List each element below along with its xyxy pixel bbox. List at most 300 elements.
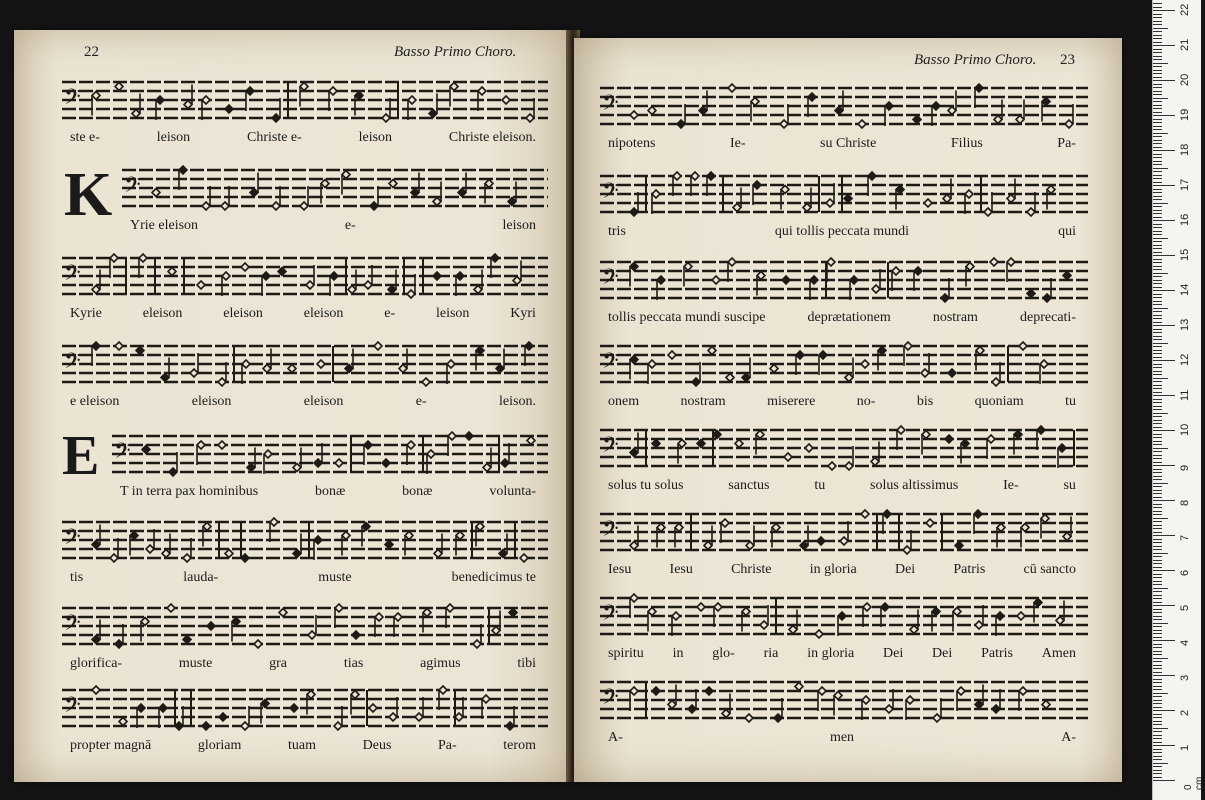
- note-icon: [92, 686, 100, 694]
- note-icon: [878, 347, 886, 371]
- note-icon: [509, 609, 517, 617]
- ruler-tick: [1153, 115, 1175, 116]
- ruler-tick: [1153, 451, 1162, 452]
- ruler-number: 16: [1179, 213, 1191, 226]
- ruler-tick: [1153, 777, 1162, 778]
- ruler-tick: [1153, 780, 1175, 781]
- note-icon: [433, 182, 441, 206]
- ruler-tick: [1153, 577, 1162, 578]
- ruler-tick: [1153, 147, 1162, 148]
- ruler-tick: [1153, 759, 1162, 760]
- clef-icon: 𝄢: [64, 693, 81, 722]
- lyric-word: solus tu solus: [608, 478, 684, 493]
- ruler-tick: [1153, 514, 1162, 515]
- note-icon: [476, 523, 484, 547]
- lyric-word: nostram: [680, 394, 726, 409]
- note-icon: [202, 722, 210, 730]
- note-icon: [713, 431, 721, 455]
- ruler-tick: [1153, 518, 1168, 519]
- ruler-tick: [1153, 525, 1162, 526]
- ruler-tick: [1153, 584, 1162, 585]
- note-icon: [896, 186, 904, 210]
- note-icon: [241, 554, 249, 562]
- note-icon: [342, 532, 350, 556]
- note-icon: [722, 694, 730, 718]
- note-icon: [943, 179, 951, 203]
- note-icon: [784, 453, 792, 461]
- staff-system: [600, 168, 1092, 218]
- ruler-number: 8: [1179, 499, 1191, 506]
- note-icon: [835, 91, 843, 115]
- music-staff: [600, 506, 1092, 556]
- note-icon: [225, 105, 233, 113]
- music-staff: [600, 254, 1092, 304]
- lyric-word: gloriam: [197, 738, 242, 753]
- note-icon: [648, 107, 656, 115]
- staff-system: [62, 338, 552, 388]
- note-icon: [953, 608, 961, 632]
- lyric-word: Ie-: [1003, 478, 1019, 493]
- ruler-tick: [1153, 119, 1162, 120]
- note-icon: [184, 85, 192, 109]
- lyric-line: [608, 136, 1076, 158]
- ruler-tick: [1153, 766, 1162, 767]
- ruler-tick: [1153, 738, 1162, 739]
- note-icon: [756, 431, 764, 455]
- ruler-tick: [1153, 507, 1162, 508]
- note-icon: [648, 608, 656, 632]
- note-icon: [450, 83, 458, 107]
- lyric-word: agimus: [420, 656, 461, 671]
- ruler-tick: [1153, 276, 1162, 277]
- ruler-tick: [1153, 770, 1162, 771]
- ruler-tick: [1153, 633, 1162, 634]
- ruler-tick: [1153, 448, 1168, 449]
- ruler-tick: [1153, 504, 1162, 505]
- ruler-tick: [1153, 500, 1175, 501]
- note-icon: [219, 713, 227, 721]
- ruler-tick: [1153, 773, 1162, 774]
- ruler-tick: [1153, 206, 1162, 207]
- note-icon: [1016, 100, 1024, 124]
- ruler-tick: [1153, 528, 1162, 529]
- ruler-tick: [1153, 273, 1168, 274]
- ruler-tick: [1153, 315, 1162, 316]
- note-icon: [162, 534, 170, 558]
- note-icon: [684, 263, 692, 287]
- ruler-number: 15: [1179, 248, 1191, 261]
- note-icon: [746, 526, 754, 550]
- clef-icon: 𝄢: [602, 91, 619, 120]
- note-icon: [1007, 179, 1015, 203]
- note-icon: [307, 691, 315, 715]
- staff-system: [600, 422, 1092, 472]
- lyric-word: in gloria: [809, 562, 857, 577]
- ruler-tick: [1153, 353, 1162, 354]
- ruler-tick: [1153, 357, 1162, 358]
- note-icon: [130, 532, 138, 556]
- ruler-unit-label: 0 cm: [1183, 776, 1205, 790]
- ruler-tick: [1153, 472, 1162, 473]
- note-icon: [1056, 601, 1064, 625]
- ruler-tick: [1153, 532, 1162, 533]
- lyric-word: tu: [814, 478, 826, 493]
- note-icon: [250, 173, 258, 197]
- ruler-tick: [1153, 423, 1162, 424]
- note-icon: [161, 358, 169, 382]
- note-icon: [92, 620, 100, 644]
- ruler-tick: [1153, 245, 1162, 246]
- note-icon: [728, 84, 736, 92]
- ruler-tick: [1153, 49, 1162, 50]
- note-icon: [770, 365, 778, 373]
- note-icon: [742, 608, 750, 632]
- note-icon: [990, 258, 998, 266]
- note-icon: [241, 263, 249, 271]
- note-icon: [834, 692, 842, 716]
- note-icon: [411, 173, 419, 197]
- ruler-tick: [1153, 728, 1168, 729]
- music-staff: [62, 250, 552, 300]
- ruler-tick: [1153, 192, 1162, 193]
- note-icon: [803, 188, 811, 212]
- staff-system: [62, 428, 552, 478]
- note-icon: [429, 94, 437, 118]
- ruler-tick: [1153, 623, 1168, 624]
- note-icon: [1063, 517, 1071, 541]
- clef-icon: 𝄢: [602, 685, 619, 714]
- note-icon: [342, 171, 350, 195]
- lyric-word: deprætationem: [807, 310, 891, 325]
- ruler-tick: [1153, 441, 1162, 442]
- music-staff: [62, 600, 552, 650]
- ruler-tick: [1153, 210, 1162, 211]
- note-icon: [975, 685, 983, 709]
- ruler-tick: [1153, 262, 1162, 263]
- lyric-word: onem: [608, 394, 640, 409]
- ruler-tick: [1153, 10, 1175, 11]
- ruler-tick: [1153, 168, 1168, 169]
- note-icon: [697, 603, 705, 611]
- left-page: [14, 30, 572, 782]
- note-icon: [119, 718, 127, 726]
- staff-system: [600, 80, 1092, 130]
- note-icon: [828, 462, 836, 470]
- ruler-tick: [1153, 668, 1162, 669]
- note-icon: [458, 173, 466, 197]
- ruler-tick: [1153, 182, 1162, 183]
- ruler-tick: [1153, 224, 1162, 225]
- note-icon: [1041, 515, 1049, 539]
- ruler-tick: [1153, 101, 1162, 102]
- lyric-word: bis: [916, 394, 934, 409]
- lyric-word: Dei: [883, 646, 904, 661]
- ruler-tick: [1153, 640, 1175, 641]
- note-icon: [422, 378, 430, 386]
- note-icon: [668, 351, 676, 359]
- ruler-tick: [1153, 185, 1175, 186]
- ruler-tick: [1153, 563, 1162, 564]
- ruler-tick: [1153, 157, 1162, 158]
- ruler-tick: [1153, 630, 1162, 631]
- lyric-word: glo-: [712, 646, 735, 661]
- note-icon: [132, 94, 140, 118]
- lyric-word: Iesu: [669, 562, 693, 577]
- note-icon: [795, 683, 803, 691]
- ruler-tick: [1153, 350, 1162, 351]
- lyric-line: [608, 646, 1076, 668]
- lyric-line: [608, 310, 1076, 332]
- note-icon: [496, 349, 504, 373]
- lyric-word: nipotens: [608, 136, 656, 151]
- lyric-word: eleison: [303, 306, 344, 321]
- ruler-tick: [1153, 59, 1162, 60]
- note-icon: [348, 270, 356, 294]
- ruler-tick: [1153, 535, 1175, 536]
- ruler-tick: [1153, 154, 1162, 155]
- clef-icon: 𝄢: [64, 261, 81, 290]
- ruler-tick: [1153, 280, 1162, 281]
- note-icon: [861, 510, 869, 518]
- staff-system: [600, 338, 1092, 388]
- ruler-tick: [1153, 346, 1162, 347]
- ruler-tick: [1153, 308, 1168, 309]
- ruler-tick: [1153, 94, 1162, 95]
- music-staff: [600, 674, 1092, 724]
- note-icon: [926, 519, 934, 527]
- ruler-tick: [1153, 556, 1162, 557]
- ruler-tick: [1153, 367, 1162, 368]
- ruler-tick: [1153, 651, 1162, 652]
- note-icon: [745, 714, 753, 722]
- ruler-tick: [1153, 252, 1162, 253]
- ruler-tick: [1153, 644, 1162, 645]
- ruler-tick: [1153, 259, 1162, 260]
- ruler-tick: [1153, 427, 1162, 428]
- note-icon: [704, 526, 712, 550]
- lyric-word: tu: [1065, 394, 1076, 409]
- ruler-number: 18: [1179, 143, 1191, 156]
- note-icon: [789, 610, 797, 634]
- measuring-ruler: [1152, 0, 1205, 800]
- note-icon: [141, 618, 149, 642]
- ruler-tick: [1153, 700, 1162, 701]
- note-icon: [630, 263, 638, 287]
- ruler-tick: [1153, 714, 1162, 715]
- ruler-tick: [1153, 724, 1162, 725]
- staff-system: [62, 514, 552, 564]
- ruler-tick: [1153, 255, 1175, 256]
- ruler-tick: [1153, 129, 1162, 130]
- note-icon: [352, 631, 360, 639]
- note-icon: [355, 92, 363, 116]
- ruler-tick: [1153, 241, 1162, 242]
- ruler-tick: [1153, 602, 1162, 603]
- note-icon: [279, 609, 287, 617]
- lyric-word: Ie-: [729, 136, 746, 151]
- note-icon: [405, 532, 413, 556]
- ruler-tick: [1153, 66, 1162, 67]
- ruler-tick: [1153, 661, 1162, 662]
- note-icon: [513, 261, 521, 285]
- lyric-word: e-: [384, 306, 396, 321]
- ruler-tick: [1153, 679, 1162, 680]
- ruler-tick: [1153, 483, 1168, 484]
- clef-icon: 𝄢: [124, 173, 141, 202]
- ruler-tick: [1153, 420, 1162, 421]
- ruler-tick: [1153, 570, 1175, 571]
- ruler-tick: [1153, 227, 1162, 228]
- note-icon: [800, 526, 808, 550]
- ruler-tick: [1153, 126, 1162, 127]
- ruler-tick: [1153, 150, 1175, 151]
- note-icon: [1063, 272, 1071, 280]
- ruler-tick: [1153, 87, 1162, 88]
- lyric-word: su: [1063, 478, 1076, 493]
- ruler-number: 11: [1179, 389, 1191, 401]
- note-icon: [772, 524, 780, 548]
- ruler-tick: [1153, 682, 1162, 683]
- clef-icon: 𝄢: [602, 179, 619, 208]
- lyric-word: Patris: [981, 646, 1013, 661]
- note-icon: [1042, 98, 1050, 122]
- note-icon: [474, 270, 482, 294]
- music-staff: [62, 428, 552, 478]
- ruler-tick: [1153, 721, 1162, 722]
- music-staff: [62, 162, 552, 212]
- ruler-tick: [1153, 612, 1162, 613]
- ruler-tick: [1153, 574, 1162, 575]
- note-icon: [317, 360, 325, 368]
- lyric-line: [608, 478, 1076, 500]
- ruler-number: 22: [1179, 3, 1191, 16]
- note-icon: [293, 534, 301, 558]
- note-icon: [678, 440, 686, 464]
- note-icon: [845, 358, 853, 382]
- note-icon: [630, 526, 638, 550]
- ruler-tick: [1153, 91, 1162, 92]
- note-icon: [871, 442, 879, 466]
- ruler-tick: [1153, 658, 1168, 659]
- ruler-tick: [1153, 675, 1175, 676]
- note-icon: [476, 347, 484, 371]
- staff-system: [600, 506, 1092, 556]
- clef-icon: 𝄢: [64, 85, 81, 114]
- ruler-tick: [1153, 717, 1162, 718]
- ruler-tick: [1153, 343, 1168, 344]
- ruler-tick: [1153, 476, 1162, 477]
- note-icon: [668, 685, 676, 709]
- ruler-tick: [1153, 311, 1162, 312]
- note-icon: [697, 440, 705, 448]
- ruler-tick: [1153, 24, 1162, 25]
- lyric-word: tias: [343, 656, 364, 671]
- note-icon: [351, 691, 359, 715]
- note-icon: [910, 610, 918, 634]
- staff-system: [600, 254, 1092, 304]
- lyric-line: [70, 656, 536, 678]
- ruler-tick: [1153, 287, 1162, 288]
- ruler-tick: [1153, 399, 1162, 400]
- lyric-word: qui tollis peccata mundi: [774, 224, 910, 239]
- note-icon: [197, 281, 205, 289]
- lyric-word: lauda-: [183, 570, 219, 585]
- note-icon: [630, 111, 638, 119]
- ruler-tick: [1153, 392, 1162, 393]
- ruler-tick: [1153, 371, 1162, 372]
- ruler-tick: [1153, 28, 1168, 29]
- ruler-tick: [1153, 637, 1162, 638]
- note-icon: [288, 365, 296, 373]
- lyric-word: tris: [608, 224, 626, 239]
- ruler-tick: [1153, 14, 1162, 15]
- ruler-tick: [1153, 388, 1162, 389]
- ruler-number: 20: [1179, 73, 1191, 86]
- note-icon: [465, 432, 473, 440]
- ruler-tick: [1153, 171, 1162, 172]
- ruler-tick: [1153, 710, 1175, 711]
- lyric-word: Kyri: [510, 306, 536, 321]
- staff-system: [62, 74, 552, 124]
- lyric-word: tis: [70, 570, 84, 585]
- note-icon: [218, 441, 226, 449]
- note-icon: [183, 636, 191, 644]
- ruler-tick: [1153, 416, 1162, 417]
- note-icon: [630, 356, 638, 380]
- ruler-tick: [1153, 80, 1175, 81]
- lyric-line: [608, 224, 1076, 246]
- ruler-tick: [1153, 521, 1162, 522]
- note-icon: [382, 459, 390, 467]
- staff-system: [62, 162, 552, 212]
- note-icon: [735, 440, 743, 448]
- ruler-tick: [1153, 511, 1162, 512]
- lyric-word: volunta-: [489, 484, 536, 499]
- ruler-number: 2: [1179, 709, 1191, 716]
- note-icon: [699, 91, 707, 115]
- note-icon: [733, 188, 741, 212]
- note-icon: [483, 448, 491, 472]
- note-icon: [961, 440, 969, 464]
- lyric-word: gra: [269, 656, 288, 671]
- music-staff: [62, 74, 552, 124]
- note-icon: [976, 347, 984, 371]
- note-icon: [922, 431, 930, 455]
- note-icon: [300, 83, 308, 107]
- ruler-tick: [1153, 360, 1175, 361]
- note-icon: [652, 440, 660, 448]
- note-icon: [1047, 186, 1055, 210]
- ruler-tick: [1153, 196, 1162, 197]
- lyric-word: Pa-: [1057, 136, 1076, 151]
- ruler-tick: [1153, 38, 1162, 39]
- ruler-tick: [1153, 199, 1162, 200]
- note-icon: [657, 524, 665, 548]
- lyric-word: miserere: [767, 394, 816, 409]
- note-icon: [434, 534, 442, 558]
- lyric-line: [608, 562, 1076, 584]
- lyric-word: Yrie eleison: [130, 218, 199, 233]
- staff-system: [600, 674, 1092, 724]
- ruler-tick: [1153, 689, 1162, 690]
- note-icon: [781, 186, 789, 210]
- note-icon: [861, 360, 869, 368]
- ruler-tick: [1153, 98, 1168, 99]
- ruler-tick: [1153, 546, 1162, 547]
- music-staff: [62, 682, 552, 732]
- note-icon: [948, 369, 956, 377]
- note-icon: [508, 182, 516, 206]
